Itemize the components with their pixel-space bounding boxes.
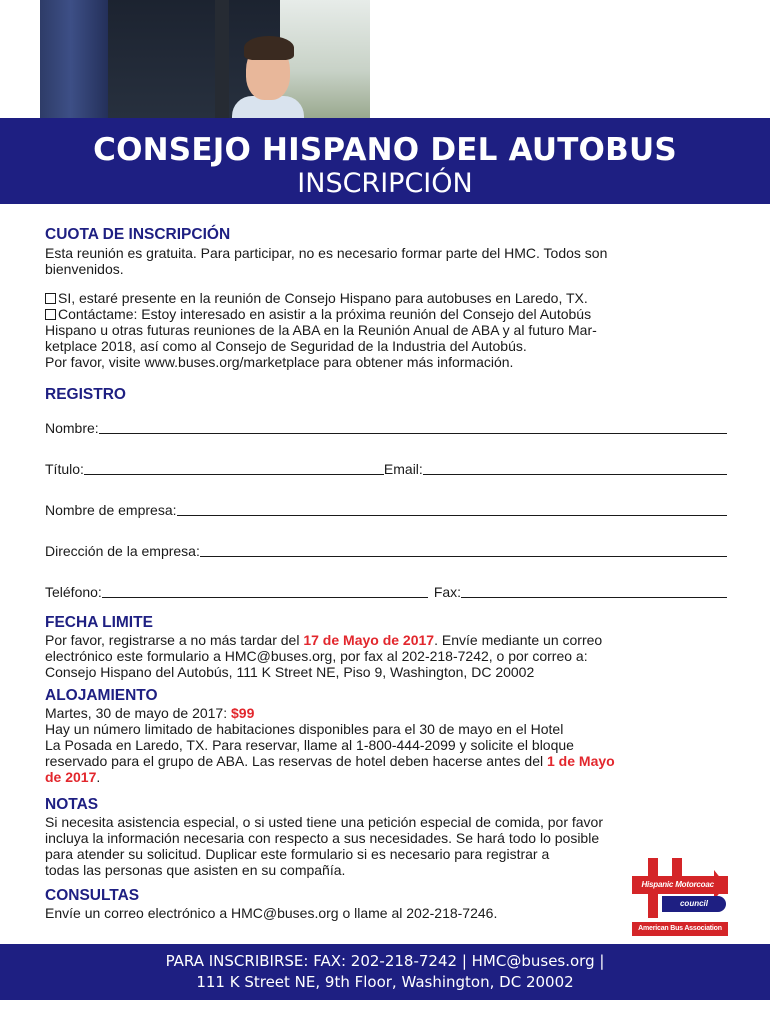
- consultas-text: Envíe un correo electrónico a HMC@buses.org o llame al 202-218-7246.: [45, 905, 498, 921]
- option-si-label: SI, estaré presente en la reunión de Consejo Hispano para autobuses en Laredo, TX.: [58, 290, 588, 306]
- checkbox-contactame[interactable]: [45, 309, 56, 320]
- alojamiento-line1-pre: Martes, 30 de mayo de 2017:: [45, 705, 231, 721]
- alojamiento-heading: ALOJAMIENTO: [45, 687, 158, 704]
- logo-top-text: Hispanic Motorcoach: [632, 876, 728, 894]
- cuota-heading: CUOTA DE INSCRIPCIÓN: [45, 226, 231, 243]
- alojamiento-line3: La Posada en Laredo, TX. Para reservar, llame al 1-800-444-2099 y solicite el bloque: [45, 737, 574, 753]
- section-consultas: [45, 887, 635, 921]
- cuota-options: [45, 290, 735, 370]
- logo-bottom-text: American Bus Association: [632, 922, 728, 936]
- cuota-text-line2: bienvenidos.: [45, 261, 124, 277]
- cuota-text-line1: Esta reunión es gratuita. Para participar, no es necesario formar parte del HMC. Todos son: [45, 245, 608, 261]
- alojamiento-line4-pre: reservado para el grupo de ABA. Las reservas de hotel deben hacerse antes del: [45, 753, 547, 769]
- header-photo: [0, 0, 770, 118]
- fecha-line3: Consejo Hispano del Autobús, 111 K Street NE, Piso 9, Washington, DC 20002: [45, 664, 535, 680]
- empresa-label: Nombre de empresa:: [45, 502, 177, 518]
- notas-line3: para atender su solicitud. Duplicar este formulario si es necesario para registrar a: [45, 846, 550, 862]
- row-nombre: [45, 420, 727, 436]
- row-direccion: [45, 543, 727, 559]
- nombre-field[interactable]: [99, 420, 727, 434]
- section-registro: [45, 386, 735, 600]
- notas-heading: NOTAS: [45, 796, 99, 813]
- alojamiento-line5-post: .: [96, 769, 101, 785]
- option-si: [45, 290, 735, 306]
- alojamiento-line5: [45, 769, 735, 785]
- section-alojamiento: [45, 687, 735, 785]
- telefono-field[interactable]: [102, 584, 428, 598]
- titulo-label: Título:: [45, 461, 84, 477]
- notas-line1: Si necesita asistencia especial, o si usted tiene una petición especial de comida, por favor: [45, 814, 603, 830]
- option-contactame-label: Contáctame: Estoy interesado en asistir a la próxima reunión del Consejo del Autobús: [58, 306, 592, 322]
- logo-council-text: council: [662, 896, 726, 912]
- page-subtitle: INSCRIPCIÓN: [297, 168, 473, 199]
- nombre-label: Nombre:: [45, 420, 99, 436]
- fecha-line2: electrónico este formulario a HMC@buses.org, por fax al 202-218-7242, o por correo a:: [45, 648, 588, 664]
- footer-line2: 111 K Street NE, 9th Floor, Washington, DC 20002: [196, 973, 574, 991]
- option-contactame-line2: Hispano u otras futuras reuniones de la ABA en la Reunión Anual de ABA y al futuro Mar-: [45, 322, 597, 338]
- driver-hair: [244, 36, 294, 60]
- section-fecha-limite: [45, 614, 735, 680]
- footer-line1: PARA INSCRIBIRSE: FAX: 202-218-7242 | HMC@buses.org |: [165, 952, 605, 970]
- fecha-line1: [45, 632, 735, 648]
- option-contactame: [45, 306, 735, 322]
- section-cuota: [45, 226, 735, 277]
- notas-line2: incluya la información necesaria con respecto a sus necesidades. Se hará todo lo posible: [45, 830, 600, 846]
- hotel-price: $99: [231, 705, 255, 721]
- hotel-deadline-a: 1 de Mayo: [547, 753, 615, 769]
- email-field[interactable]: [423, 461, 727, 475]
- empresa-field[interactable]: [177, 502, 727, 516]
- email-label: Email:: [383, 461, 423, 477]
- alojamiento-line2: Hay un número limitado de habitaciones disponibles para el 30 de mayo en el Hotel: [45, 721, 564, 737]
- hmc-logo: [632, 858, 728, 936]
- alojamiento-line4: [45, 753, 735, 769]
- row-telefono-fax: [45, 584, 727, 600]
- fax-label: Fax:: [433, 584, 462, 600]
- fax-field[interactable]: [461, 584, 727, 598]
- fecha-line1-post: . Envíe mediante un correo: [434, 632, 603, 648]
- visit-text: Por favor, visite www.buses.org/marketplace para obtener más información.: [45, 354, 514, 370]
- alojamiento-line1: [45, 705, 735, 721]
- page-title: CONSEJO HISPANO DEL AUTOBUS: [93, 132, 677, 168]
- telefono-label: Teléfono:: [45, 584, 102, 600]
- row-empresa: [45, 502, 727, 518]
- bus-curtain: [40, 0, 108, 118]
- fecha-heading: FECHA LIMITE: [45, 614, 153, 631]
- registro-heading: REGISTRO: [45, 386, 126, 403]
- option-contactame-line3: ketplace 2018, así como al Consejo de Seguridad de la Industria del Autobús.: [45, 338, 527, 354]
- fecha-line1-pre: Por favor, registrarse a no más tardar del: [45, 632, 304, 648]
- bus-pole: [215, 0, 229, 118]
- title-band: [0, 118, 770, 204]
- hotel-deadline-b: de 2017: [45, 769, 97, 785]
- consultas-heading: CONSULTAS: [45, 887, 140, 904]
- checkbox-si[interactable]: [45, 293, 56, 304]
- titulo-field[interactable]: [84, 461, 384, 475]
- direccion-label: Dirección de la empresa:: [45, 543, 200, 559]
- notas-line4: todas las personas que asisten en su compañía.: [45, 862, 346, 878]
- footer-band: [0, 944, 770, 1000]
- direccion-field[interactable]: [200, 543, 727, 557]
- row-titulo-email: [45, 461, 727, 477]
- deadline-date: 17 de Mayo de 2017: [303, 632, 435, 648]
